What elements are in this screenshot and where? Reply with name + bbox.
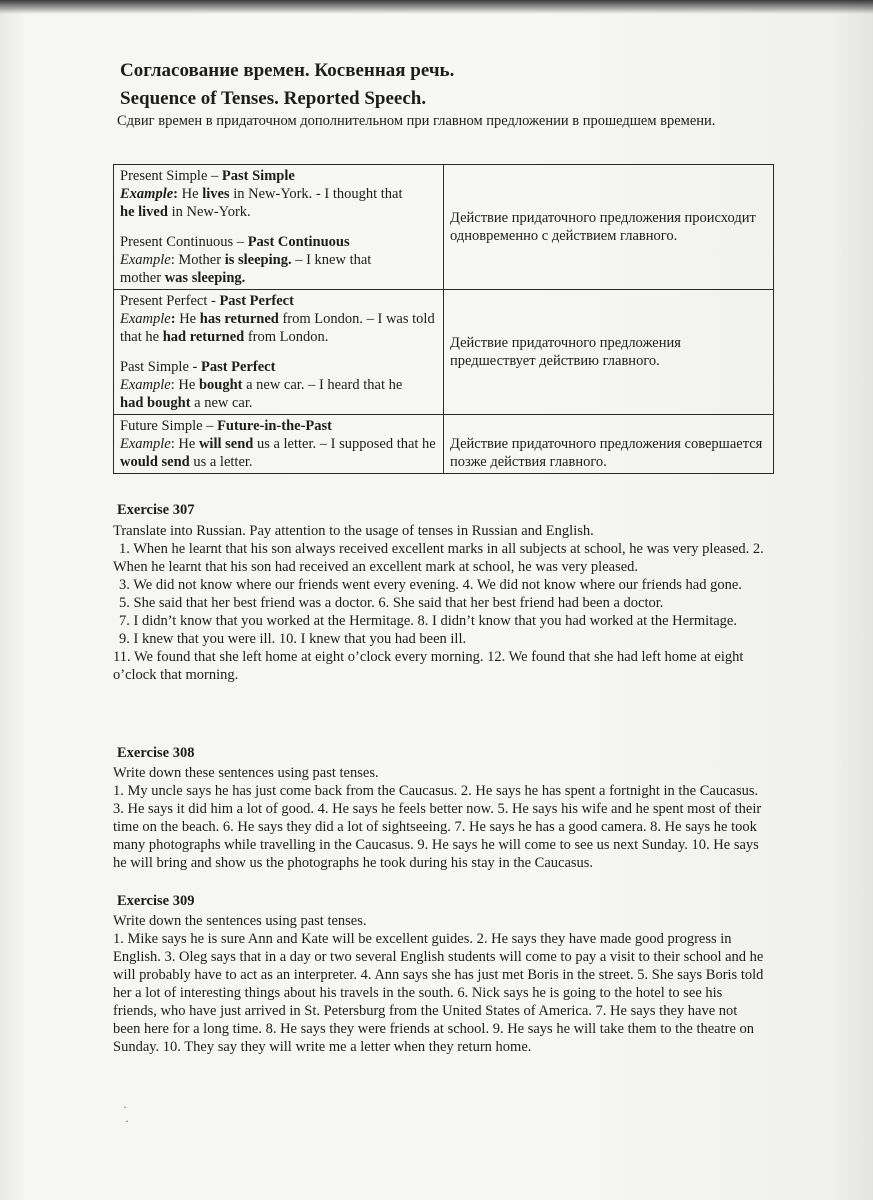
exercise-line: 3. We did not know where our friends went every evening. 4. We did not know where our friends had gone. — [119, 577, 742, 593]
exercise-308-title: Exercise 308 — [117, 745, 195, 761]
tense-rule: Past Simple - Past Perfect — [120, 359, 276, 375]
example-text: Example: He will send us a letter. – I supposed that he would send us a letter. — [120, 436, 436, 470]
example-text: Example: He bought a new car. – I heard that he — [120, 377, 403, 393]
tense-shift-table — [113, 164, 774, 474]
tense-rule: Present Simple – Past Simple — [120, 168, 295, 184]
title-ru: Согласование времен. Косвенная речь. — [120, 60, 455, 81]
exercise-text: 1. My uncle says he has just come back from the Caucasus. 2. He says he has spent a fortnight in the Caucasus. 3. He says it did him a lot of good. 4. He says he feels better now. 5. He says his wife and he spent most of their time on the beach. 6. He says they did a lot of sightseeing. 7. He says he has a good camera. 8. He says he took many photographs while travelling in the Caucasus. 9. He says he will come to see us next Sunday. 10. He says he will bring and show us the photographs he took during his stay in the Caucasus. — [113, 783, 762, 871]
scan-edge-shadow — [0, 0, 873, 14]
exercise-instruction: Write down these sentences using past tenses. — [113, 765, 379, 781]
tense-cell — [114, 290, 444, 415]
exercise-307-body — [113, 522, 768, 684]
example-text: mother was sleeping. — [120, 270, 246, 286]
example-text: had bought a new car. — [120, 395, 253, 411]
description-cell: Действие придаточного предложения предшествует действию главного. — [444, 290, 774, 415]
exercise-307-title: Exercise 307 — [117, 502, 195, 518]
example-text: he lived in New-York. — [120, 204, 251, 220]
exercise-line: 1. When he learnt that his son always received excellent marks in all subjects at school, he was very pleased. 2. When he learnt that his son had received an excellent mark at school, he was very pleased. — [113, 541, 764, 575]
exercise-line: 9. I knew that you were ill. 10. I knew that you had been ill. — [119, 631, 467, 647]
example-text: Example: He has returned from London. – I was told that he had returned from London. — [120, 311, 435, 345]
exercise-line: 11. We found that she left home at eight o’clock every morning. 12. We found that she had left home at eight o’clock that morning. — [113, 649, 744, 683]
tense-cell — [114, 165, 444, 290]
example-text: Example: Mother is sleeping. – I knew that — [120, 252, 372, 268]
example-text: Example: He lives in New-York. - I thought that — [120, 186, 403, 202]
table-row — [114, 290, 774, 415]
intro-text: Сдвиг времен в придаточном дополнительном при главном предложении в прошедшем времени. — [117, 113, 716, 129]
exercise-309-body — [113, 912, 768, 1056]
exercise-309-title: Exercise 309 — [117, 893, 195, 909]
table-row — [114, 165, 774, 290]
exercise-instruction: Write down the sentences using past tenses. — [113, 913, 367, 929]
scan-right-shadow — [833, 0, 873, 1200]
description-cell: Действие придаточного предложения происходит одновременно с действием главного. — [444, 165, 774, 290]
tense-cell — [114, 415, 444, 474]
tense-rule: Present Continuous – Past Continuous — [120, 234, 350, 250]
tense-rule: Future Simple – Future-in-the-Past — [120, 418, 332, 434]
title-en: Sequence of Tenses. Reported Speech. — [120, 88, 427, 109]
exercise-line: 7. I didn’t know that you worked at the Hermitage. 8. I didn’t know that you had worked at the Hermitage. — [119, 613, 737, 629]
scan-speck: · — [123, 1100, 127, 1114]
exercise-308-body — [113, 764, 768, 872]
description-cell: Действие придаточного предложения совершается позже действия главного. — [444, 415, 774, 474]
exercise-instruction: Translate into Russian. Pay attention to the usage of tenses in Russian and English. — [113, 523, 594, 539]
table-row — [114, 415, 774, 474]
exercise-text: 1. Mike says he is sure Ann and Kate will be excellent guides. 2. He says they have made good progress in English. 3. Oleg says that in a day or two several English students will come to pay a visit to their school and he will probably have to act as an interpreter. 4. Ann says she has just met Boris in the street. 5. She says Boris told her a lot of interesting things about his travels in the south. 6. Nick says he is going to the hotel to see his friends, who have just arrived in St. Petersburg from the United States of America. 7. He says they have not been here for a long time. 8. He says they were friends at school. 9. He says he will take them to the theatre on Sunday. 10. They say they will write me a letter when they return home. — [113, 931, 764, 1055]
tense-rule: Present Perfect - Past Perfect — [120, 293, 294, 309]
scan-speck: · — [125, 1114, 129, 1128]
exercise-line: 5. She said that her best friend was a doctor. 6. She said that her best friend had been a doctor. — [119, 595, 664, 611]
